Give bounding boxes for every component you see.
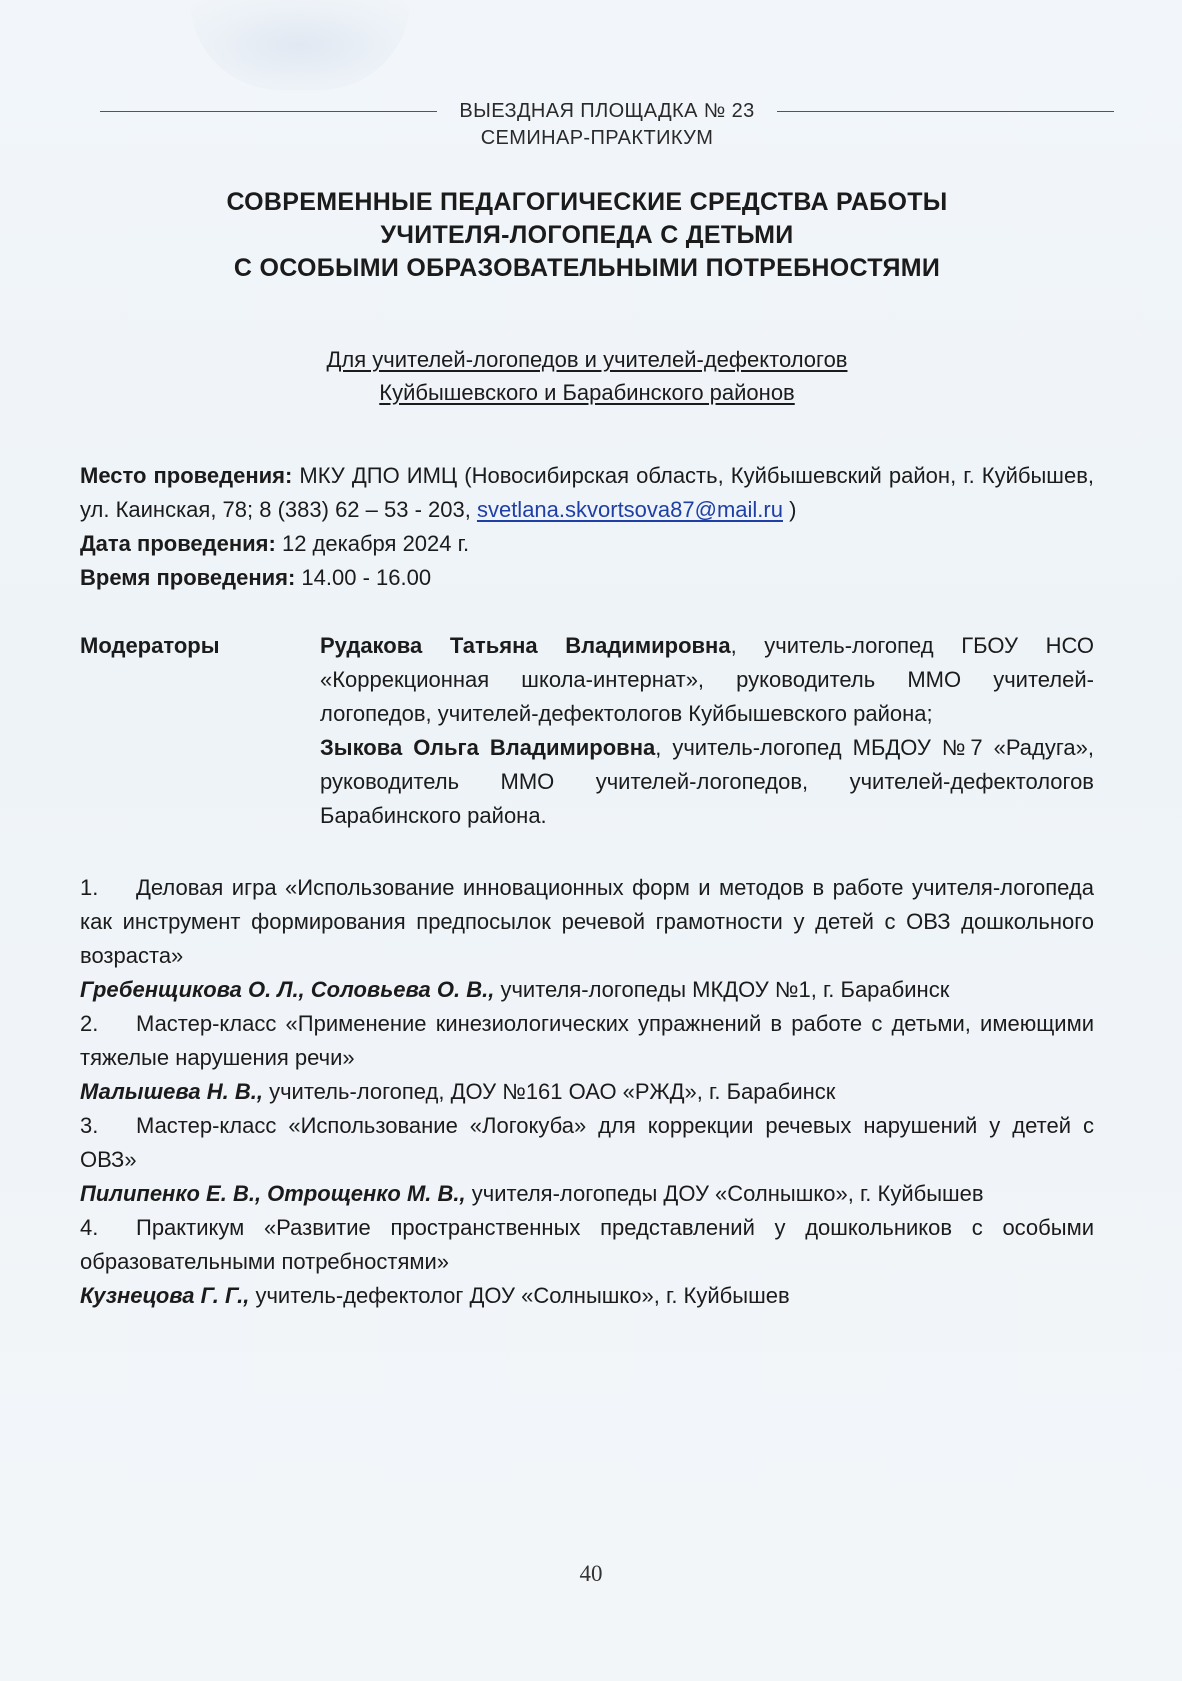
event-date — [80, 527, 1094, 561]
page-content — [80, 100, 1094, 1313]
program-item-authors — [80, 1075, 1094, 1109]
audience-line: Для учителей-логопедов и учителей-дефектологов — [326, 347, 848, 372]
header-line — [100, 100, 1114, 123]
venue — [80, 459, 1094, 527]
header-kicker: ВЫЕЗДНАЯ ПЛОЩАДКА № 23 — [459, 100, 755, 122]
program-item-authors — [80, 973, 1094, 1007]
program-item-number: 1. — [80, 875, 99, 900]
program-item-text: Мастер-класс «Применение кинезиологических упражнений в работе с детьми, имеющими тяжелые нарушения речи» — [80, 1011, 1094, 1070]
venue-label: Место проведения: — [80, 463, 293, 488]
program-author-affiliation: учитель-логопед, ДОУ №161 ОАО «РЖД», г. Барабинск — [262, 1079, 836, 1104]
moderator-entry — [320, 629, 1094, 731]
program-item-text: Практикум «Развитие пространственных представлений у дошкольников с особыми образовательными потребностями» — [80, 1215, 1094, 1274]
program-item-number: 4. — [80, 1215, 99, 1240]
time-value: 14.00 - 16.00 — [295, 565, 432, 590]
header-subkicker: СЕМИНАР-ПРАКТИКУМ — [480, 127, 714, 149]
venue-closing: ) — [782, 497, 797, 522]
moderator-desc: , учитель-логопед ГБОУ НСО «Коррекционная школа-интернат», руководитель ММО учителей-логопедов, учителей-дефектологов Куйбышевского района; — [320, 633, 1094, 726]
program-item-number: 2. — [80, 1011, 99, 1036]
program-item — [80, 1211, 1094, 1279]
time-label: Время проведения: — [80, 565, 296, 590]
program-author-affiliation: учителя-логопеды МКДОУ №1, г. Барабинск — [494, 977, 950, 1002]
program-author-names: Малышева Н. В., — [80, 1079, 263, 1104]
program-author-affiliation: учитель-дефектолог ДОУ «Солнышко», г. Куйбышев — [249, 1283, 790, 1308]
stamp-blot — [190, 0, 410, 90]
audience — [80, 343, 1094, 409]
program-item — [80, 1109, 1094, 1177]
audience-line: Куйбышевского и Барабинского районов — [379, 380, 795, 405]
header-rule-right — [777, 111, 1114, 112]
program-author-names: Пилипенко Е. В., Отрощенко М. В., — [80, 1181, 466, 1206]
program-author-names: Кузнецова Г. Г., — [80, 1283, 250, 1308]
event-info — [80, 459, 1094, 595]
program-item-authors — [80, 1177, 1094, 1211]
moderators-label: Модераторы — [80, 633, 220, 658]
event-time — [80, 561, 1094, 595]
moderator-desc: , учитель-логопед МБДОУ №7 «Радуга», руководитель ММО учителей-логопедов, учителей-дефектологов Барабинского района. — [320, 735, 1094, 828]
title-line: СОВРЕМЕННЫЕ ПЕДАГОГИЧЕСКИЕ СРЕДСТВА РАБОТЫ — [226, 188, 948, 216]
header-rule-left — [100, 111, 437, 112]
program-author-names: Гребенщикова О. Л., Соловьева О. В., — [80, 977, 495, 1002]
program-item-number: 3. — [80, 1113, 99, 1138]
program-item — [80, 1007, 1094, 1075]
moderators-section — [80, 629, 1094, 833]
page-title — [80, 186, 1094, 285]
moderators-list — [320, 629, 1094, 833]
moderator-entry — [320, 731, 1094, 833]
title-line: С ОСОБЫМИ ОБРАЗОВАТЕЛЬНЫМИ ПОТРЕБНОСТЯМИ — [233, 254, 941, 282]
page-number: 40 — [579, 1561, 603, 1586]
venue-text: МКУ ДПО ИМЦ (Новосибирская область, Куйбышевский район, г. Куйбышев, ул. Каинская, 78; 8 (383) 62 – 53 - 203, — [80, 463, 1094, 522]
moderator-name: Рудакова Татьяна Владимировна — [320, 633, 731, 658]
email-link[interactable]: svetlana.skvortsova87@mail.ru — [476, 497, 783, 522]
moderator-name: Зыкова Ольга Владимировна — [320, 735, 656, 760]
program-list — [80, 871, 1094, 1313]
date-value: 12 декабря 2024 г. — [275, 531, 470, 556]
program-author-affiliation: учителя-логопеды ДОУ «Солнышко», г. Куйбышев — [465, 1181, 984, 1206]
date-label: Дата проведения: — [80, 531, 276, 556]
program-item-text: Мастер-класс «Использование «Логокуба» для коррекции речевых нарушений у детей с ОВЗ» — [80, 1113, 1094, 1172]
program-item-text: Деловая игра «Использование инновационных форм и методов в работе учителя-логопеда как инструмент формирования предпосылок речевой грамотности у детей с ОВЗ дошкольного возраста» — [80, 875, 1094, 968]
program-item — [80, 871, 1094, 973]
title-line: УЧИТЕЛЯ-ЛОГОПЕДА С ДЕТЬМИ — [380, 221, 794, 249]
program-item-authors — [80, 1279, 1094, 1313]
